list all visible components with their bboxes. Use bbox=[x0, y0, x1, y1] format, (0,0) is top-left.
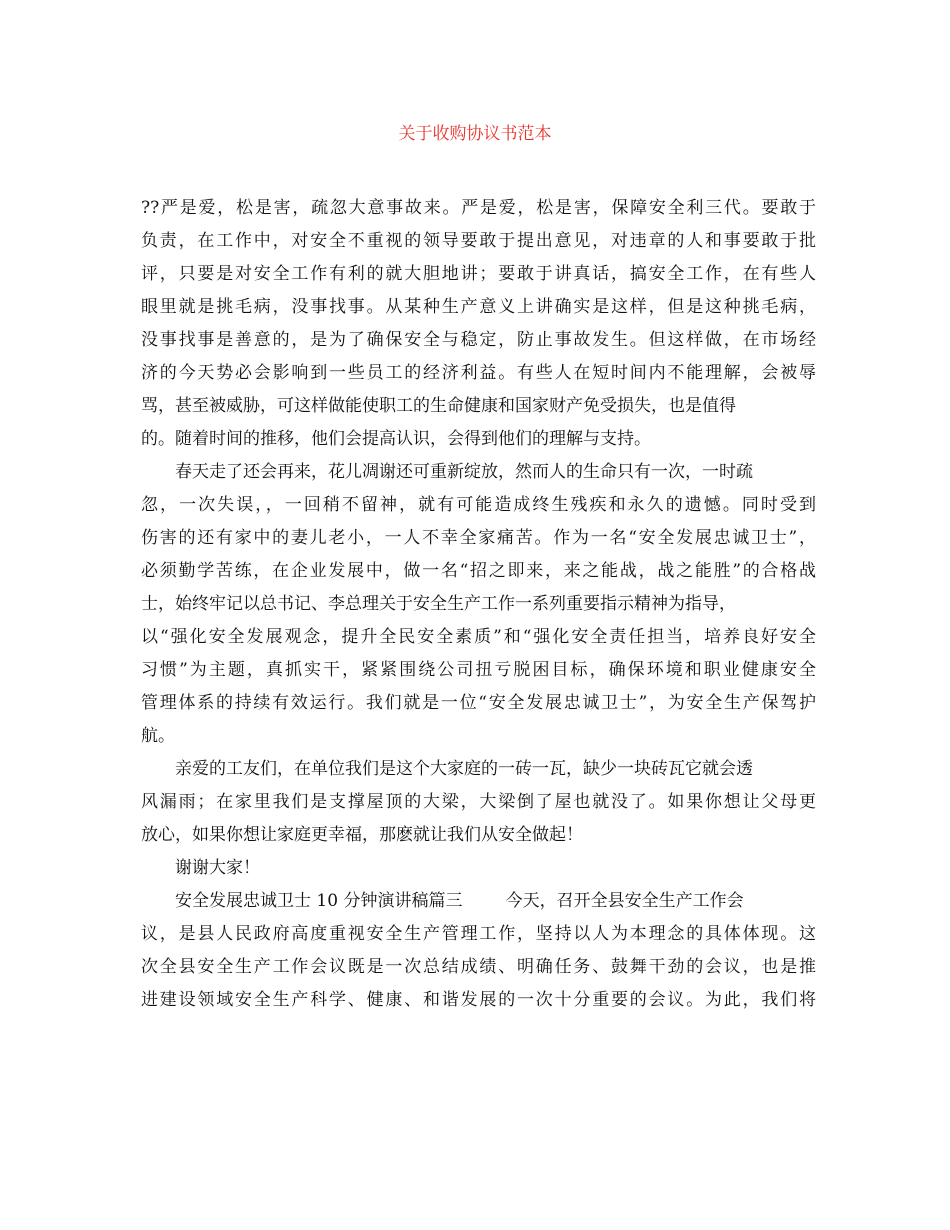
text-line: 放心，如果你想让家庭更幸福，那麽就让我们从安全做起！ bbox=[141, 825, 583, 845]
text-line: 必须勤学苦练，在企业发展中，做一名“招之即来，来之能战，战之能胜”的合格战 bbox=[141, 561, 816, 581]
text-line: ??严是爱，松是害，疏忽大意事故来。严是爱，松是害，保障安全利三代。要敢于 bbox=[141, 198, 816, 218]
text-line: 士，始终牢记以总书记、李总理关于安全生产工作一系列重要指示精神为指导， bbox=[141, 594, 736, 614]
text-line: 评，只要是对安全工作有利的就大胆地讲；要敢于讲真话，搞安全工作，在有些人 bbox=[141, 264, 816, 284]
text-line: 的。随着时间的推移，他们会提高认识，会得到他们的理解与支持。 bbox=[141, 429, 651, 449]
text-line: 骂，甚至被威胁，可这样做能使职工的生命健康和国家财产免受损失，也是值得 bbox=[141, 396, 736, 416]
text-line: 忽，一次失误，，一回稍不留神，就有可能造成终生残疾和永久的遗憾。同时受到 bbox=[141, 495, 816, 515]
text-line: 亲爱的工友们，在单位我们是这个大家庭的一砖一瓦，缺少一块砖瓦它就会透 bbox=[175, 759, 753, 779]
text-line: 以“强化安全发展观念，提升全民安全素质”和“强化安全责任担当，培养良好安全 bbox=[141, 627, 816, 647]
text-line: 议，是县人民政府高度重视安全生产管理工作，坚持以人为本理念的具体体现。这 bbox=[141, 924, 816, 944]
text-line: 习惯”为主题，真抓实干，紧紧围绕公司扭亏脱困目标，确保环境和职业健康安全 bbox=[141, 660, 816, 680]
text-line: 进建设领域安全生产科学、健康、和谐发展的一次十分重要的会议。为此，我们将 bbox=[141, 990, 816, 1010]
text-line: 负责，在工作中，对安全不重视的领导要敢于提出意见，对违章的人和事要敢于批 bbox=[141, 231, 816, 251]
text-line: 眼里就是挑毛病，没事找事。从某种生产意义上讲确实是这样，但是这种挑毛病， bbox=[141, 297, 816, 317]
text-line: 春天走了还会再来，花儿凋谢还可重新绽放，然而人的生命只有一次，一时疏 bbox=[175, 462, 753, 482]
text-line: 安全发展忠诚卫士 10 分钟演讲稿篇三 今天，召开全县安全生产工作会 bbox=[175, 891, 744, 911]
document-body bbox=[141, 192, 816, 1017]
text-line: 谢谢大家！ bbox=[175, 858, 260, 878]
text-line: 没事找事是善意的，是为了确保安全与稳定，防止事故发生。但这样做，在市场经 bbox=[141, 330, 816, 350]
text-line: 伤害的还有家中的妻儿老小，一人不幸全家痛苦。作为一名“安全发展忠诚卫士”， bbox=[141, 528, 816, 548]
text-line: 管理体系的持续有效运行。我们就是一位“安全发展忠诚卫士”，为安全生产保驾护 bbox=[141, 693, 816, 713]
text-line: 风漏雨；在家里我们是支撑屋顶的大梁，大梁倒了屋也就没了。如果你想让父母更 bbox=[141, 792, 816, 812]
text-line: 济的今天势必会影响到一些员工的经济利益。有些人在短时间内不能理解，会被辱 bbox=[141, 363, 816, 383]
text-line: 次全县安全生产工作会议既是一次总结成绩、明确任务、鼓舞干劲的会议，也是推 bbox=[141, 957, 816, 977]
document-title: 关于收购协议书范本 bbox=[398, 124, 552, 144]
text-line: 航。 bbox=[141, 726, 175, 746]
